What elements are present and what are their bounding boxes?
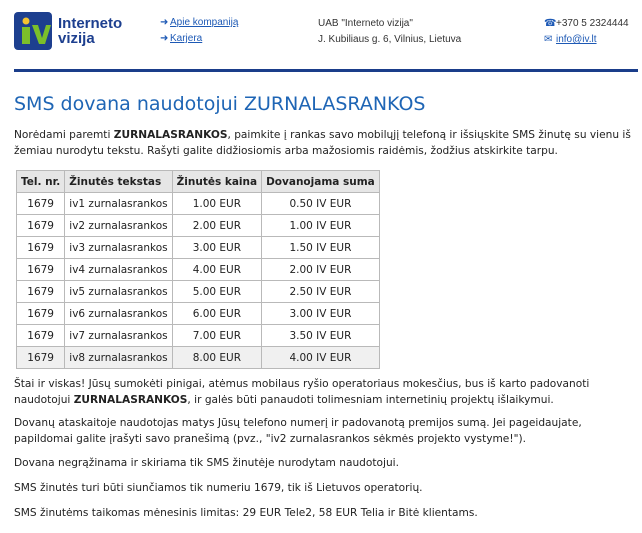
cell-price: 1.00 EUR — [172, 193, 261, 215]
cell-phone: 1679 — [17, 303, 65, 325]
nav-link-about-label: Apie kompaniją — [170, 17, 239, 28]
header-nav — [160, 16, 238, 48]
sms-table — [16, 170, 380, 369]
cell-price: 5.00 EUR — [172, 281, 261, 303]
cell-text: iv7 zurnalasrankos — [65, 325, 172, 347]
cell-price: 2.00 EUR — [172, 215, 261, 237]
table-row — [17, 347, 380, 369]
cell-gift: 3.50 IV EUR — [262, 325, 380, 347]
cell-gift: 1.00 IV EUR — [262, 215, 380, 237]
logo-line-2: vizija — [58, 30, 95, 47]
arrow-right-icon: ➜ — [160, 33, 169, 44]
cell-gift: 4.00 IV EUR — [262, 347, 380, 369]
company-info — [318, 16, 461, 48]
email-link[interactable]: info@iv.lt — [556, 34, 597, 45]
cell-gift: 3.00 IV EUR — [262, 303, 380, 325]
cell-text: iv1 zurnalasrankos — [65, 193, 172, 215]
cell-gift: 2.50 IV EUR — [262, 281, 380, 303]
table-row — [17, 215, 380, 237]
logo-mark-icon — [14, 12, 52, 50]
nav-link-career[interactable] — [160, 32, 238, 45]
nav-link-career-label: Karjera — [170, 33, 203, 44]
page-title: SMS dovana naudotojui ZURNALASRANKOS — [14, 93, 426, 115]
header — [0, 0, 642, 66]
cell-gift: 0.50 IV EUR — [262, 193, 380, 215]
cell-gift: 2.00 IV EUR — [262, 259, 380, 281]
cell-phone: 1679 — [17, 347, 65, 369]
logo[interactable] — [14, 12, 134, 52]
arrow-right-icon: ➜ — [160, 17, 169, 28]
paragraph-nonrefundable: Dovana negrąžinama ir skiriama tik SMS žinutėje nurodytam naudotojui. — [14, 457, 399, 469]
company-name: UAB "Interneto vizija" — [318, 18, 413, 29]
mail-icon: ✉ — [544, 34, 553, 45]
p1-line-2-bold: ZURNALASRANKOS — [73, 394, 188, 406]
cell-price: 8.00 EUR — [172, 347, 261, 369]
phone-icon: ☎ — [544, 18, 557, 29]
logo-line-1: Interneto — [58, 15, 123, 32]
p2-line-2: papildomai galite įrašyti savo pranešimą (pvz., "iv2 zurnalasrankos sėkmės projekto vystyme!"). — [14, 433, 526, 445]
col-header-gift: Dovanojama suma — [262, 171, 380, 193]
paragraph-result — [14, 376, 589, 408]
cell-phone: 1679 — [17, 215, 65, 237]
cell-text: iv3 zurnalasrankos — [65, 237, 172, 259]
intro-line-2: žemiau nurodytu tekstu. Rašyti galite didžiosiomis arba mažosiomis raidėmis, žodžius atskirkite tarpu. — [14, 145, 558, 157]
paragraph-operators: SMS žinutės turi būti siunčiamos tik numeriu 1679, tik iš Lietuvos operatorių. — [14, 482, 423, 494]
cell-phone: 1679 — [17, 193, 65, 215]
cell-text: iv5 zurnalasrankos — [65, 281, 172, 303]
intro-bold: ZURNALASRANKOS — [113, 129, 228, 141]
nav-link-about[interactable] — [160, 16, 238, 29]
logo-text — [58, 16, 122, 46]
cell-price: 3.00 EUR — [172, 237, 261, 259]
intro-after: , paimkite į rankas savo mobilųjį telefoną ir išsiųskite SMS žinutę su vienu iš — [227, 129, 631, 141]
p1-line-2-after: , ir galės būti panaudoti tolimesniam internetinių projektų išlaikymui. — [187, 394, 554, 406]
phone-number: +370 5 2324444 — [556, 18, 629, 29]
col-header-text: Žinutės tekstas — [65, 171, 172, 193]
cell-text: iv2 zurnalasrankos — [65, 215, 172, 237]
table-row — [17, 259, 380, 281]
table-row — [17, 193, 380, 215]
p1-line-2-before: naudotojui — [14, 394, 74, 406]
p1-line-1: Štai ir viskas! Jūsų sumokėti pinigai, atėmus mobilaus ryšio operatoriaus mokesčius, bus iš karto padovanoti — [14, 378, 590, 390]
intro-paragraph — [14, 127, 631, 159]
intro-before: Norėdami paremti — [14, 129, 114, 141]
cell-phone: 1679 — [17, 259, 65, 281]
company-address: J. Kubiliaus g. 6, Vilnius, Lietuva — [318, 34, 462, 45]
phone-row — [544, 16, 629, 32]
contact-info — [544, 16, 629, 48]
table-row — [17, 281, 380, 303]
cell-gift: 1.50 IV EUR — [262, 237, 380, 259]
cell-price: 6.00 EUR — [172, 303, 261, 325]
paragraph-limit: SMS žinutėms taikomas mėnesinis limitas: 29 EUR Tele2, 58 EUR Telia ir Bitė klientams. — [14, 507, 478, 519]
table-header-row — [17, 171, 380, 193]
paragraph-report — [14, 415, 582, 447]
header-divider — [14, 69, 638, 72]
col-header-phone: Tel. nr. — [17, 171, 65, 193]
cell-text: iv8 zurnalasrankos — [65, 347, 172, 369]
cell-phone: 1679 — [17, 281, 65, 303]
cell-price: 7.00 EUR — [172, 325, 261, 347]
cell-text: iv6 zurnalasrankos — [65, 303, 172, 325]
p2-line-1: Dovanų ataskaitoje naudotojas matys Jūsų telefono numerį ir padovanotą premijos sumą. Jei pageidaujate, — [14, 417, 582, 429]
email-row — [544, 32, 629, 48]
cell-text: iv4 zurnalasrankos — [65, 259, 172, 281]
table-row — [17, 325, 380, 347]
cell-phone: 1679 — [17, 237, 65, 259]
table-row — [17, 237, 380, 259]
col-header-price: Žinutės kaina — [172, 171, 261, 193]
table-row — [17, 303, 380, 325]
cell-phone: 1679 — [17, 325, 65, 347]
cell-price: 4.00 EUR — [172, 259, 261, 281]
